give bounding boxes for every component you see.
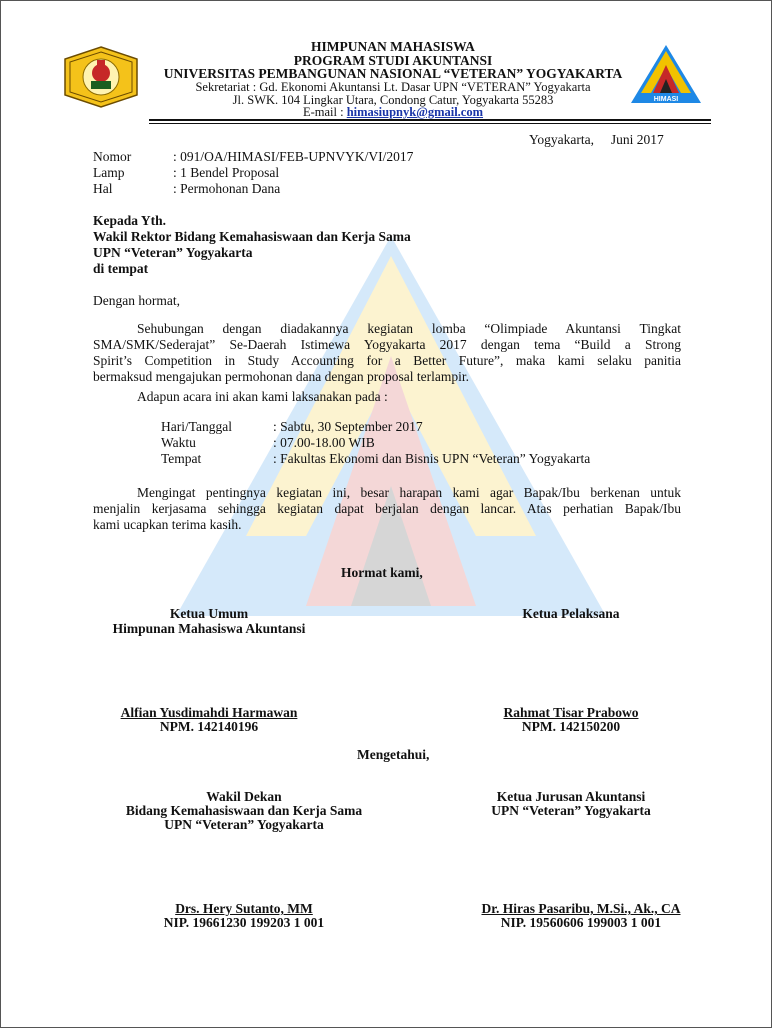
approver-right-name: Dr. Hiras Pasaribu, M.Si., Ak., CA (481, 901, 681, 916)
para1-line-1: Sehubungan dengan diadakannya kegiatan lomba “Olimpiade Akuntansi Tingkat (137, 321, 681, 336)
header-line-2: PROGRAM STUDI AKUNTANSI (293, 53, 493, 68)
meta-label-lamp: Lamp (93, 165, 125, 180)
header-rule-thin (149, 123, 711, 124)
event-label-date: Hari/Tanggal (161, 419, 233, 434)
para3-line-1: Mengingat pentingnya kegiatan ini, besar harapan kami agar Bapak/Ibu berkenan untuk (137, 485, 681, 500)
event-label-place: Tempat (161, 451, 202, 466)
university-seal-icon (61, 45, 141, 109)
meta-value-hal: : Permohonan Dana (173, 181, 281, 196)
recipient-line-3: UPN “Veteran” Yogyakarta (93, 245, 253, 260)
meta-label-nomor: Nomor (93, 149, 132, 164)
recipient-line-4: di tempat (93, 261, 149, 276)
para3-line-3: kami ucapkan terima kasih. (93, 517, 242, 532)
approver-left-title-3: UPN “Veteran” Yogyakarta (164, 817, 324, 832)
approver-left-title-1: Wakil Dekan (206, 789, 282, 804)
acknowledge: Mengetahui, (357, 747, 430, 762)
para2: Adapun acara ini akan kami laksanakan pada : (137, 389, 388, 404)
signer-right-id: NPM. 142150200 (521, 719, 621, 734)
approver-left-id: NIP. 19661230 199203 1 001 (163, 915, 325, 930)
himasi-logo-icon (629, 43, 703, 107)
para3-line-2: menjalin kerjasama sehingga kegiatan dapat berjalan dengan lancar. Atas perhatian Bapak/Ibu (93, 501, 681, 516)
letter-date: Yogyakarta, Juni 2017 (529, 132, 664, 147)
header-email-line (151, 105, 635, 120)
approver-left-name: Drs. Hery Sutanto, MM (175, 901, 313, 916)
para1-line-4: bermaksud mengajukan permohonan dana dengan proposal terlampir. (93, 369, 470, 384)
signer-left-title-1: Ketua Umum (169, 606, 249, 621)
approver-right-title-1: Ketua Jurusan Akuntansi (496, 789, 646, 804)
para1-line-2: SMA/SMK/Sederajat” Se-Daerah Istimewa Yogyakarta 2017 dengan tema “Build a Strong (93, 337, 681, 352)
email-label: E-mail : (302, 105, 347, 119)
signer-right-name: Rahmat Tisar Prabowo (503, 705, 639, 720)
approver-right-id: NIP. 19560606 199003 1 001 (500, 915, 662, 930)
event-label-time: Waktu (161, 435, 196, 450)
greeting: Dengan hormat, (93, 293, 180, 308)
signer-left-id: NPM. 142140196 (159, 719, 259, 734)
signer-left-name: Alfian Yusdimahdi Harmawan (120, 705, 298, 720)
approver-right-title-2: UPN “Veteran” Yogyakarta (491, 803, 651, 818)
email-link[interactable]: himasiupnyk@gmail.com (346, 105, 484, 119)
approver-left-title-2: Bidang Kemahasiswaan dan Kerja Sama (125, 803, 363, 818)
himasi-logo-text: HIMASI (653, 96, 679, 103)
event-value-date: : Sabtu, 30 September 2017 (273, 419, 423, 434)
header-rule-thick (149, 119, 711, 121)
signer-left-title-2: Himpunan Mahasiswa Akuntansi (112, 621, 306, 636)
signer-right-title: Ketua Pelaksana (522, 606, 620, 621)
event-value-place: : Fakultas Ekonomi dan Bisnis UPN “Veteran” Yogyakarta (273, 451, 591, 466)
meta-value-nomor: : 091/OA/HIMASI/FEB-UPNVYK/VI/2017 (173, 149, 414, 164)
event-value-time: : 07.00-18.00 WIB (273, 435, 375, 450)
header-line-1: HIMPUNAN MAHASISWA (311, 39, 475, 54)
closing: Hormat kami, (341, 565, 423, 580)
header-line-5: Jl. SWK. 104 Lingkar Utara, Condong Catur, Yogyakarta 55283 (232, 93, 554, 107)
header-line-3: UNIVERSITAS PEMBANGUNAN NASIONAL “VETERAN” YOGYAKARTA (163, 66, 623, 81)
meta-label-hal: Hal (93, 181, 113, 196)
header-line-4: Sekretariat : Gd. Ekonomi Akuntansi Lt. Dasar UPN “VETERAN” Yogyakarta (195, 80, 591, 94)
para1-line-3: Spirit’s Competition in Study Accounting for a Better Future”, maka kami selaku panitia (93, 353, 681, 368)
recipient-line-2: Wakil Rektor Bidang Kemahasiswaan dan Kerja Sama (93, 229, 411, 244)
recipient-line-1: Kepada Yth. (93, 213, 167, 228)
meta-value-lamp: : 1 Bendel Proposal (173, 165, 280, 180)
